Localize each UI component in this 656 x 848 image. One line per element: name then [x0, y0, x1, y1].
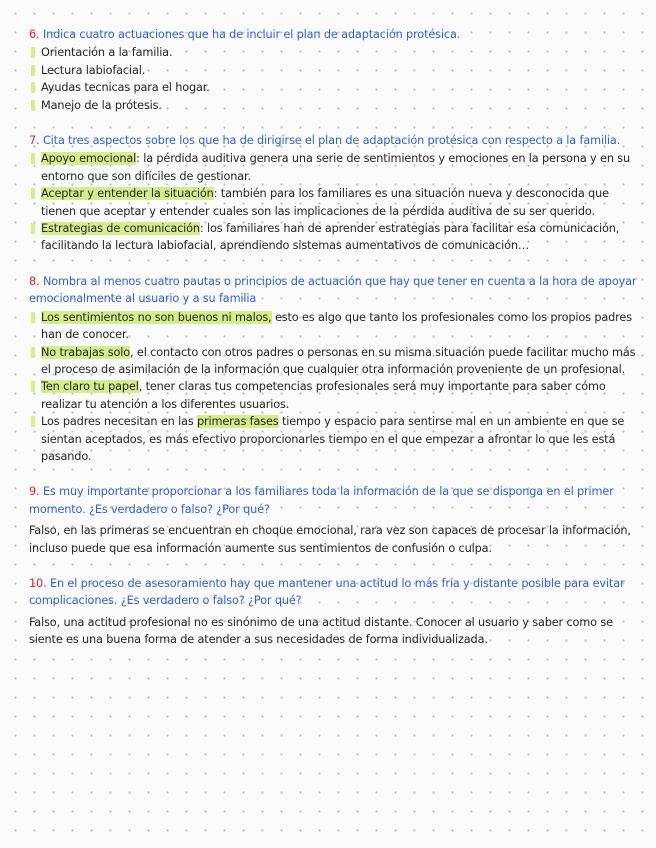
item-text: , tener claras tus competencias profesionales será muy importante para saber cómo realizar tu atención a los diferentes usuarios.	[41, 380, 606, 411]
question-number: 6.	[29, 28, 40, 41]
highlighted-term: primeras fases	[197, 415, 279, 429]
question-text: Cita tres aspectos sobre los que ha de dirigirse el plan de adaptación protésica con respecto a la familia.	[42, 134, 621, 148]
list-item	[29, 413, 639, 465]
list-item	[29, 185, 639, 220]
highlighted-term: No trabajas solo	[41, 345, 131, 359]
item-text: tiempo y espacio para sentirse mal en un ambiente en que se sientan aceptados, es más efectivo proporcionarles tiempo en el que empezar a afrontar lo que les está pasando.	[41, 415, 625, 463]
list-item	[29, 344, 639, 379]
question-9	[29, 483, 639, 557]
answer-list	[29, 150, 639, 254]
question-7-heading	[29, 132, 639, 149]
item-text: esto es algo que tanto los profesionales como los propios padres han de conocer.	[41, 310, 632, 342]
list-item	[29, 309, 639, 344]
question-8-heading	[29, 273, 639, 308]
list-item	[29, 220, 639, 255]
list-item: Lectura labiofacial.	[29, 62, 639, 79]
item-text: : la pérdida auditiva genera una serie de sentimientos y emociones en la persona y en su entorno que son difíciles de gestionar.	[41, 152, 631, 183]
list-item	[29, 378, 639, 413]
highlighted-term: Aceptar y entender la situación	[41, 187, 214, 201]
answer-list	[29, 309, 639, 466]
list-item: Manejo de la prótesis.	[29, 97, 639, 114]
question-6-heading	[29, 26, 639, 43]
item-text: : también para los familiares es una situación nueva y desconocida que tienen que aceptar y entender cuales son las implicaciones de la pérdida auditiva de su ser querido.	[41, 187, 609, 218]
highlighted-term: Ten claro tu papel	[41, 380, 139, 394]
question-7	[29, 132, 639, 255]
item-prefix: Los padres necesitan en las	[41, 415, 198, 429]
highlighted-term: Apoyo emocional	[41, 152, 137, 166]
question-10-heading	[29, 575, 639, 610]
question-number: 8.	[29, 274, 40, 288]
list-item: Ayudas tecnicas para el hogar.	[29, 79, 639, 96]
question-number: 10.	[29, 576, 47, 590]
question-number: 9.	[29, 485, 40, 499]
question-text: En el proceso de asesoramiento hay que mantener una actitud lo más fría y distante posible para evitar complicaciones. ¿Es verdadero o falso? ¿Por qué?	[29, 576, 625, 608]
question-6	[29, 26, 639, 114]
question-text: Nombra al menos cuatro pautas o principios de actuación que hay que tener en cuenta a la hora de apoyar emocionalmente al usuario y a su familia	[29, 274, 637, 306]
list-item	[29, 150, 639, 185]
answer-text: Falso, una actitud profesional no es sinónimo de una actitud distante. Conocer al usuario y saber como se siente es una buena forma de atender a sus necesidades de forma individualizada.	[29, 615, 613, 647]
question-number: 7.	[29, 134, 40, 148]
item-text: : los familiares han de aprender estrategias para facilitar esa comunicación, facilitando la lectura labiofacial, aprendiendo sistemas aumentativos de comunicación…	[41, 222, 620, 253]
notes-page	[29, 26, 639, 649]
question-10	[29, 575, 639, 649]
list-item: Orientación a la familia.	[29, 44, 639, 61]
answer-list	[29, 44, 639, 114]
question-text: Es muy importante proporcionar a los familiares toda la información de la que se disponga en el primer momento. ¿Es verdadero o falso? ¿Por qué?	[29, 485, 614, 516]
highlighted-term: Los sentimientos no son buenos ni malos,	[41, 310, 272, 324]
answer-text: Falso, en las primeras se encuentran en choque emocional, rara vez son capaces de procesar la información, incluso puede que esa información aumente sus sentimientos de confusión o culpa.	[29, 524, 631, 555]
item-text: , el contacto con otros padres o personas en su misma situación puede facilitar mucho más el proceso de asimilación de la información que cualquier otra información proveniente de un profesional.	[41, 345, 636, 376]
question-text: Indica cuatro actuaciones que ha de incluir el plan de adaptación protésica.	[42, 28, 461, 41]
question-8	[29, 273, 639, 465]
highlighted-term: Estrategias de comunicación	[41, 222, 200, 236]
question-9-heading	[29, 483, 639, 518]
